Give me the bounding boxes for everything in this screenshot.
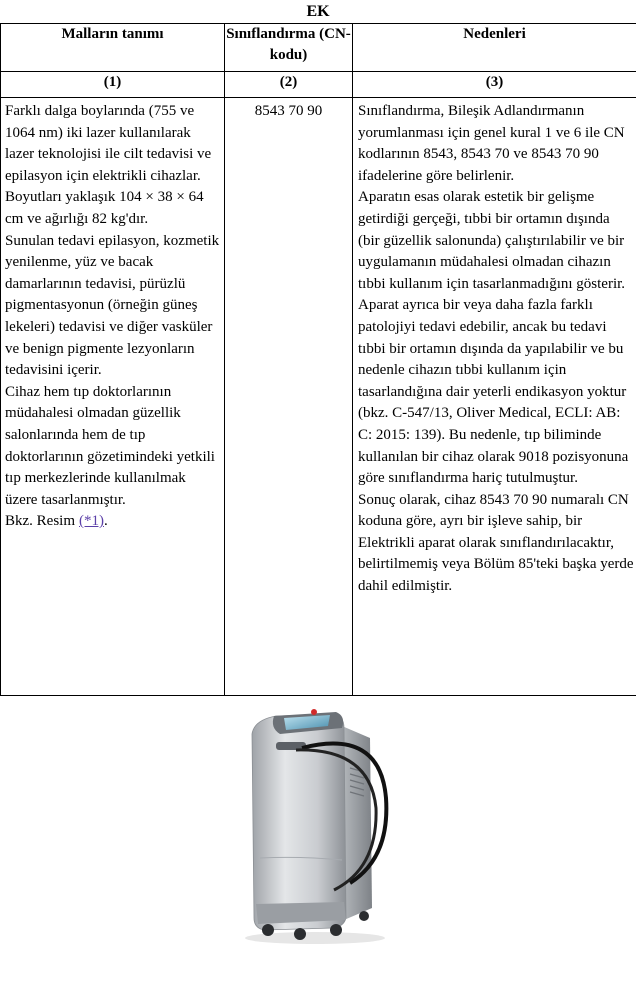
column-number-row	[1, 72, 636, 98]
description-paragraph: Cihaz hem tıp doktorlarının müdahalesi olmadan güzellik salonlarında hem de tıp doktorlarının gözetimindeki yetkili tıp merkezlerinde kullanılmak üzere tasarlanmıştır.	[5, 383, 215, 508]
cn-code-value: 8543 70 90	[254, 103, 323, 119]
description-paragraph: Farklı dalga boylarında (755 ve 1064 nm) iki lazer kullanılarak lazer teknolojisi ile cilt tedavisi ve epilasyon için elektrikli cihazlar. Boyutları yaklaşık 104 × 38 × 64 cm ve ağırlığı 82 kg'dır.	[5, 103, 212, 227]
image-reference-prefix: Bkz. Resim	[5, 513, 75, 530]
header-reasons: Nedenleri	[353, 24, 636, 72]
description-paragraph: Sunulan tedavi epilasyon, kozmetik yenilenme, yüz ve bacak damarlarının tedavisi, pürüzlü pigmentasyonun (örneğin güneş lekeleri) tedavisi ve diğer vasküler ve benign pigmente lezyonların tedavisini içerir.	[5, 232, 220, 379]
reason-paragraph: Sonuç olarak, cihaz 8543 70 90 numaralı CN koduna göre, ayrı bir işleve sahip, bir Elektrikli aparat olarak sınıflandırılacaktır, belirtilmemiş veya Bölüm 85'teki başka yerde dahil edilmiştir.	[358, 491, 634, 595]
image-reference	[5, 511, 221, 533]
classification-table	[0, 23, 636, 696]
image-reference-suffix: .	[104, 513, 108, 530]
table-row	[1, 98, 636, 696]
header-goods-description: Malların tanımı	[1, 24, 225, 72]
column-number-3: (3)	[353, 72, 636, 98]
column-number-2: (2)	[225, 72, 353, 98]
reason-paragraph: Aparatın esas olarak estetik bir gelişme getirdiği gerçeği, tıbbi bir ortamın dışında (bir güzellik salonunda) çalıştırılabilir ve bir uygulamanın müdahalesi olmadan cihazın tıbbi kullanım için tasarlanmadığını gösterir. Aparat ayrıca bir veya daha fazla farklı patolojiyi tedavi edebilir, ancak bu tedavi tıbbi bir ortamın dışında da yapılabilir ve bu nedenle cihazın tıbbi kullanım için tasarlandığına dair yeterli endikasyon yoktur (bkz. C-547/13, Oliver Medical, ECLI: AB: C: 2015: 139). Bu nedenle, tıp biliminde kullanılan bir cihaz olarak 9018 pozisyonuna göre sınıflandırma hariç tutulmuştur.	[358, 189, 629, 487]
goods-description-cell	[1, 98, 225, 696]
header-cn-code: Sınıflandırma (CN-kodu)	[225, 24, 353, 72]
reasons-cell	[353, 98, 636, 696]
column-number-1: (1)	[1, 72, 225, 98]
cn-code-cell	[225, 98, 353, 696]
annex-title: EK	[306, 3, 330, 20]
laser-device-image	[230, 708, 410, 948]
reason-paragraph: Sınıflandırma, Bileşik Adlandırmanın yorumlanması için genel kural 1 ve 6 ile CN kodlarının 8543, 8543 70 ve 8543 70 90 ifadelerine göre belirlenir.	[358, 103, 625, 184]
table-header-row	[1, 24, 636, 72]
image-reference-link[interactable]: (*1)	[79, 513, 104, 530]
